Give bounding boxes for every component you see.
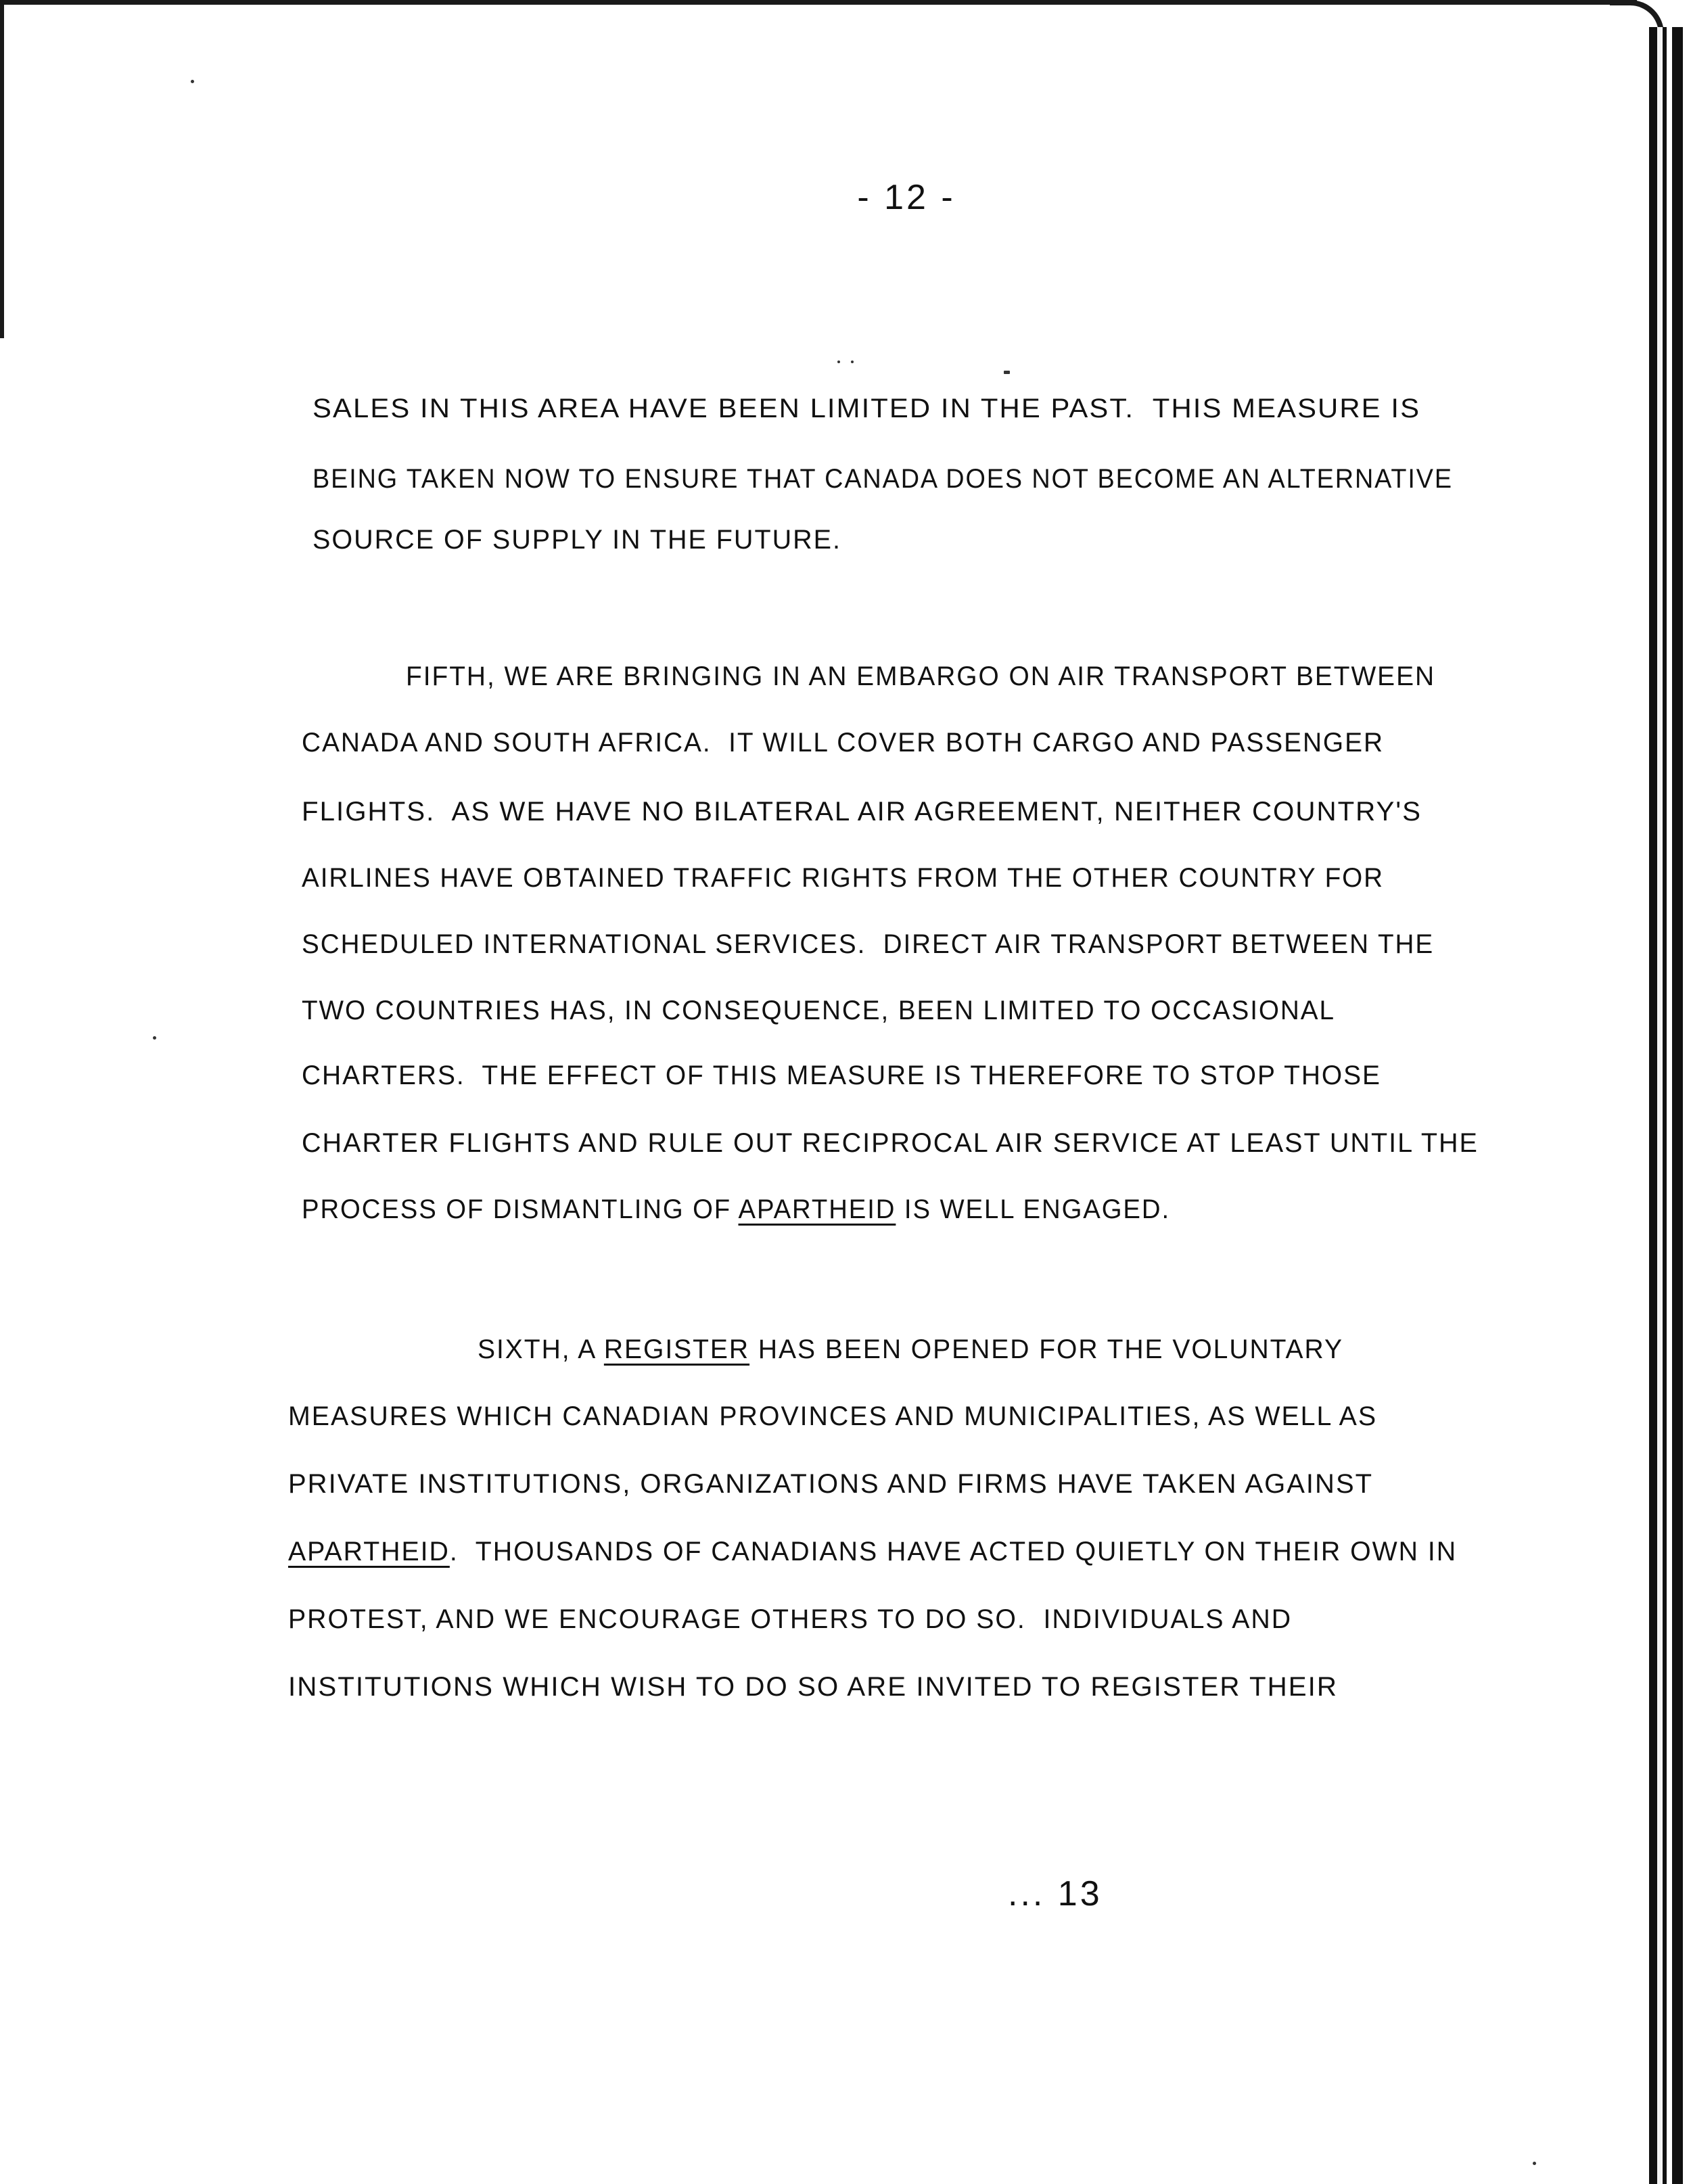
- text-line: [288, 1403, 1377, 1430]
- text-line: [478, 1336, 1343, 1363]
- text-line: [406, 663, 1435, 690]
- text-line: [312, 526, 841, 553]
- text-segment: CHARTER FLIGHTS AND RULE OUT RECIPROCAL AIR SERVICE AT LEAST UNTIL THE: [302, 1128, 1479, 1158]
- text-segment: FIFTH, WE ARE BRINGING IN AN EMBARGO ON AIR TRANSPORT BETWEEN: [406, 661, 1436, 691]
- underlined-term: REGISTER: [603, 1334, 750, 1364]
- scan-speck: [191, 80, 194, 83]
- text-segment: PRIVATE INSTITUTIONS, ORGANIZATIONS AND FIRMS HAVE TAKEN AGAINST: [288, 1469, 1374, 1499]
- text-segment: INSTITUTIONS WHICH WISH TO DO SO ARE INVITED TO REGISTER THEIR: [288, 1672, 1339, 1702]
- text-segment: . THOUSANDS OF CANADIANS HAVE ACTED QUIETLY ON THEIR OWN IN: [449, 1537, 1458, 1566]
- binder-edge: [1649, 27, 1657, 2184]
- continuation-marker: ... 13: [1008, 1874, 1103, 1913]
- text-line: [312, 395, 1420, 422]
- text-line: [302, 798, 1422, 825]
- text-segment: SCHEDULED INTERNATIONAL SERVICES. DIRECT AIR TRANSPORT BETWEEN THE: [302, 929, 1435, 959]
- text-line: [302, 931, 1434, 958]
- text-line: [302, 997, 1335, 1024]
- text-segment: SOURCE OF SUPPLY IN THE FUTURE.: [312, 525, 841, 555]
- binder-edge: [1672, 27, 1683, 2184]
- binder-edge: [1663, 27, 1667, 2184]
- text-segment: PROCESS OF DISMANTLING OF: [302, 1194, 739, 1224]
- binder-gap: [1657, 27, 1663, 2184]
- text-line: [302, 864, 1384, 891]
- text-segment: CHARTERS. THE EFFECT OF THIS MEASURE IS THEREFORE TO STOP THOSE: [302, 1061, 1381, 1090]
- text-line: [288, 1538, 1457, 1565]
- text-segment: SIXTH, A: [478, 1334, 604, 1364]
- text-segment: SALES IN THIS AREA HAVE BEEN LIMITED IN THE PAST. THIS MEASURE IS: [312, 394, 1421, 423]
- text-line: [288, 1606, 1292, 1633]
- text-segment: MEASURES WHICH CANADIAN PROVINCES AND MUNICIPALITIES, AS WELL AS: [288, 1401, 1378, 1431]
- scan-speck: [851, 361, 854, 363]
- text-line: [288, 1673, 1338, 1700]
- scan-speck: [1533, 2162, 1536, 2165]
- scan-speck: [1004, 371, 1010, 374]
- underlined-term: APARTHEID: [288, 1537, 450, 1566]
- text-line: [302, 1062, 1381, 1089]
- underlined-term: APARTHEID: [738, 1194, 896, 1224]
- text-segment: AIRLINES HAVE OBTAINED TRAFFIC RIGHTS FROM THE OTHER COUNTRY FOR: [302, 863, 1385, 893]
- text-line: [302, 1196, 1170, 1223]
- text-line: [312, 465, 1453, 492]
- text-line: [302, 1130, 1479, 1157]
- scan-edge-left: [0, 0, 4, 338]
- text-segment: IS WELL ENGAGED.: [896, 1194, 1171, 1224]
- scan-speck: [837, 361, 840, 363]
- text-segment: FLIGHTS. AS WE HAVE NO BILATERAL AIR AGREEMENT, NEITHER COUNTRY'S: [302, 797, 1422, 827]
- text-line: [302, 729, 1384, 756]
- page-number: - 12 -: [857, 178, 956, 217]
- text-line: [288, 1470, 1373, 1497]
- text-segment: HAS BEEN OPENED FOR THE VOLUNTARY: [749, 1334, 1343, 1364]
- text-segment: BEING TAKEN NOW TO ENSURE THAT CANADA DOES NOT BECOME AN ALTERNATIVE: [312, 464, 1453, 494]
- text-segment: CANADA AND SOUTH AFRICA. IT WILL COVER BOTH CARGO AND PASSENGER: [302, 728, 1384, 758]
- scan-speck: [153, 1036, 156, 1040]
- text-segment: PROTEST, AND WE ENCOURAGE OTHERS TO DO SO. INDIVIDUALS AND: [288, 1604, 1293, 1634]
- scan-edge-top: [0, 0, 1637, 5]
- text-segment: TWO COUNTRIES HAS, IN CONSEQUENCE, BEEN LIMITED TO OCCASIONAL: [302, 996, 1335, 1025]
